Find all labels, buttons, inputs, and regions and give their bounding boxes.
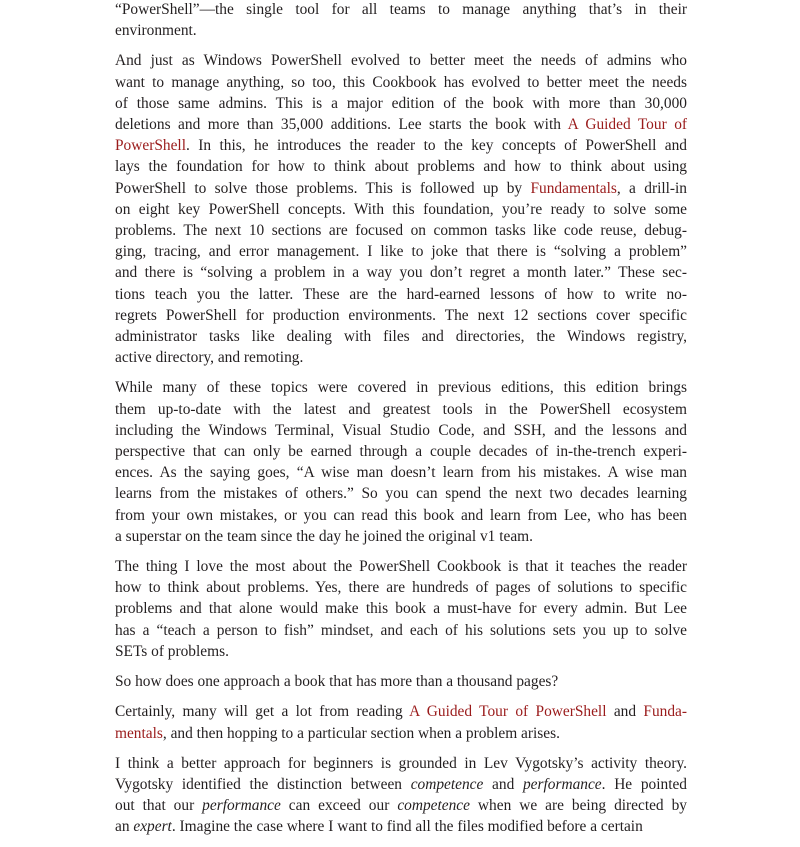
text-line xyxy=(115,114,687,135)
text-line xyxy=(115,641,687,662)
cross-reference-link[interactable]: PowerShell xyxy=(115,137,186,155)
body-text: perspective that can only be earned through a couple decades of in-the-trench experi- xyxy=(115,443,687,461)
paragraph-p5 xyxy=(115,701,687,743)
text-line xyxy=(115,701,687,722)
body-text: and xyxy=(483,775,523,793)
body-text: . In this, he introduces the reader to the key concepts of PowerShell and xyxy=(185,137,687,155)
body-text: problems. The next 10 sections are focused on common tasks like code reuse, debug- xyxy=(115,222,687,240)
text-line xyxy=(115,241,687,262)
body-text: and there is “solving a problem in a way you don’t regret a month later.” These sec- xyxy=(115,264,687,282)
paragraph-p1 xyxy=(115,50,687,368)
body-text: want to manage anything, so too, this Cookbook has evolved to better meet the needs xyxy=(115,73,687,91)
body-text: . Imagine the case where I want to find all the files modified before a certain xyxy=(171,818,643,836)
body-text: ences. As the saying goes, “A wise man doesn’t learn from his mistakes. A wise man xyxy=(115,464,687,482)
text-line xyxy=(115,93,687,114)
body-text: them up-to-date with the latest and greatest tools in the PowerShell ecosystem xyxy=(115,400,687,418)
text-line xyxy=(115,284,687,305)
text-line xyxy=(115,441,687,462)
body-text: And just as Windows PowerShell evolved to better meet the needs of admins who xyxy=(115,52,687,70)
text-line xyxy=(115,723,687,744)
body-text: of those same admins. This is a major edition of the book with more than 30,000 xyxy=(115,94,687,112)
text-line xyxy=(115,377,687,398)
emphasis-text: performance xyxy=(202,797,281,815)
text-line xyxy=(115,671,687,692)
paragraph-p2 xyxy=(115,377,687,547)
text-line xyxy=(115,199,687,220)
body-text: I think a better approach for beginners is grounded in Lev Vygotsky’s activity theory. xyxy=(115,754,687,772)
body-text: learns from the mistakes of others.” So you can spend the next two decades learning xyxy=(115,485,687,503)
book-page xyxy=(115,0,687,847)
body-text: has a “teach a person to fish” mindset, and each of his solutions sets you up to solve xyxy=(115,621,687,639)
text-line xyxy=(115,598,687,619)
text-line xyxy=(115,326,687,347)
text-line xyxy=(115,347,687,368)
body-text: out that our xyxy=(115,797,203,815)
cross-reference-link[interactable]: Fundamentals xyxy=(530,179,617,197)
body-text: from your own mistakes, or you can read this book and learn from Lee, who has been xyxy=(115,506,687,524)
body-text: and xyxy=(606,703,644,721)
body-text: can exceed our xyxy=(280,797,398,815)
text-line xyxy=(115,262,687,283)
body-text: problems and that alone would make this book a must-have for every admin. But Lee xyxy=(115,600,687,618)
body-text: administrator tasks like dealing with files and directories, the Windows registry, xyxy=(115,328,687,346)
text-line xyxy=(115,420,687,441)
body-text: Vygotsky identified the distinction between xyxy=(115,775,411,793)
body-text: , and then hopping to a particular section when a problem arises. xyxy=(162,724,560,742)
paragraph-p3 xyxy=(115,556,687,662)
body-text: including the Windows Terminal, Visual Studio Code, and SSH, and the lessons and xyxy=(115,421,687,439)
text-line xyxy=(115,178,687,199)
body-text: “PowerShell”—the single tool for all teams to manage anything that’s in their xyxy=(115,1,687,18)
text-line xyxy=(115,483,687,504)
emphasis-text: competence xyxy=(410,775,484,793)
cross-reference-link[interactable]: A Guided Tour of PowerShell xyxy=(409,703,607,721)
body-text: regrets PowerShell for production environments. The next 12 sections cover specific xyxy=(115,306,687,324)
text-line xyxy=(115,20,687,41)
paragraph-p4 xyxy=(115,671,687,692)
body-text: The thing I love the most about the PowerShell Cookbook is that it teaches the reader xyxy=(115,558,687,576)
body-text: So how does one approach a book that has more than a thousand pages? xyxy=(115,673,559,691)
body-text: on eight key PowerShell concepts. With this foundation, you’re ready to solve some xyxy=(115,200,687,218)
body-text: when we are being directed by xyxy=(469,797,687,815)
text-line xyxy=(115,816,687,837)
text-line xyxy=(115,50,687,71)
body-text: While many of these topics were covered in previous editions, this edition brings xyxy=(115,379,687,397)
text-line xyxy=(115,305,687,326)
text-line xyxy=(115,774,687,795)
body-text: . He pointed xyxy=(601,775,688,793)
paragraph-p6 xyxy=(115,753,687,838)
text-line xyxy=(115,399,687,420)
body-text: a superstar on the team since the day he joined the original v1 team. xyxy=(115,527,533,545)
body-text: active directory, and remoting. xyxy=(115,349,304,367)
text-line xyxy=(115,577,687,598)
emphasis-text: expert xyxy=(133,818,172,836)
text-line xyxy=(115,556,687,577)
body-text: an xyxy=(115,818,134,836)
text-line xyxy=(115,620,687,641)
text-line xyxy=(115,0,687,20)
text-line xyxy=(115,526,687,547)
cross-reference-link[interactable]: mentals xyxy=(115,724,163,742)
body-text: environment. xyxy=(115,22,197,40)
body-text: PowerShell to solve those problems. This is followed up by xyxy=(115,179,531,197)
text-line xyxy=(115,135,687,156)
body-text: SETs of problems. xyxy=(115,642,229,660)
body-text: lays the foundation for how to think about problems and how to think about using xyxy=(115,158,687,176)
text-line xyxy=(115,462,687,483)
emphasis-text: competence xyxy=(397,797,470,815)
text-line xyxy=(115,220,687,241)
paragraph-p0 xyxy=(115,0,687,41)
emphasis-text: performance xyxy=(522,775,602,793)
cross-reference-link[interactable]: Funda- xyxy=(643,703,688,721)
body-text: , a drill-in xyxy=(616,179,687,197)
text-line xyxy=(115,753,687,774)
text-line xyxy=(115,795,687,816)
body-text: tions teach you the latter. These are the hard-earned lessons of how to write no- xyxy=(115,285,687,303)
text-line xyxy=(115,505,687,526)
body-text: deletions and more than 35,000 additions. Lee starts the book with xyxy=(115,116,568,134)
text-line xyxy=(115,72,687,93)
body-text: ging, tracing, and error management. I like to joke that there is “solving a problem” xyxy=(115,243,687,261)
cross-reference-link[interactable]: A Guided Tour of xyxy=(567,116,688,134)
body-text: how to think about problems. Yes, there are hundreds of pages of solutions to specific xyxy=(115,579,687,597)
text-line xyxy=(115,156,687,177)
body-text: Certainly, many will get a lot from reading xyxy=(115,703,410,721)
